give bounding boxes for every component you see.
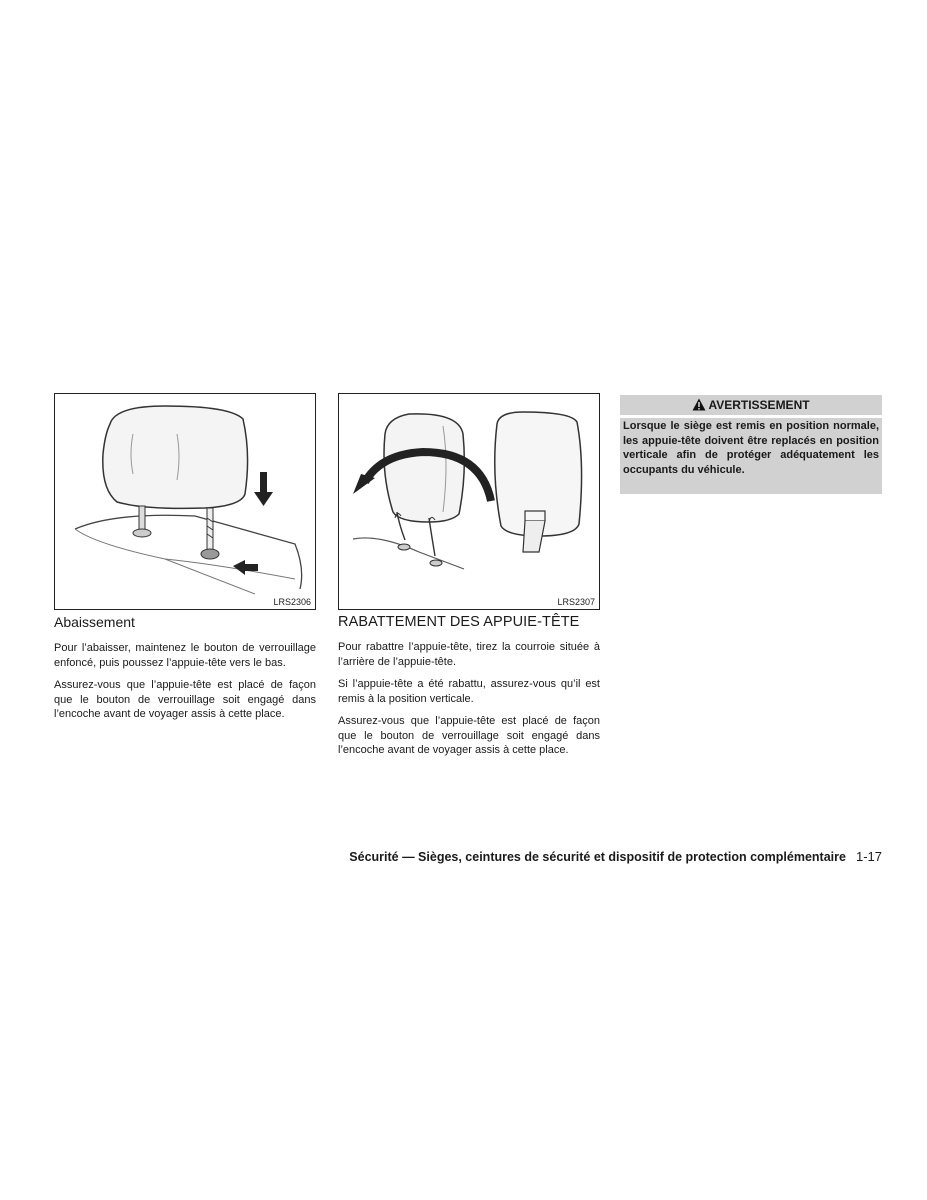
- warning-box: [620, 395, 882, 494]
- figure-lowering: [54, 393, 316, 610]
- middle-column: [338, 614, 600, 766]
- warning-title: AVERTISSEMENT: [708, 398, 810, 412]
- page-number: 1-17: [855, 849, 882, 864]
- paragraph: Pour rabattre l’appuie-tête, tirez la courroie située à l’arrière de l’appuie-tête.: [338, 641, 600, 668]
- left-column: [54, 614, 316, 730]
- figure-code: LRS2306: [273, 597, 311, 607]
- illustration-folding: [339, 394, 599, 609]
- warning-text: Lorsque le siège est remis en position normale, les appuie-tête doivent être replacés en position verticale afin de protéger adéquatement les occupants du véhicule.: [623, 420, 879, 476]
- warning-divider: [620, 415, 882, 418]
- section-heading-lowering: Abaissement: [54, 614, 135, 630]
- warning-triangle-icon: [692, 398, 706, 411]
- section-heading-folding: RABATTEMENT DES APPUIE-TÊTE: [338, 614, 580, 630]
- page-footer: [349, 849, 882, 864]
- paragraph: Assurez-vous que l’appuie-tête est placé de façon que le bouton de verrouillage soit engagé dans l’encoche avant de voyager assis à cette place.: [338, 715, 600, 756]
- figure-code: LRS2307: [557, 597, 595, 607]
- paragraph: Pour l’abaisser, maintenez le bouton de verrouillage enfoncé, puis poussez l’appuie-tête vers le bas.: [54, 642, 316, 669]
- footer-section-title: Sécurité — Sièges, ceintures de sécurité et dispositif de protection complémentaire: [349, 850, 846, 864]
- warning-title-row: [620, 395, 882, 414]
- paragraph: Assurez-vous que l’appuie-tête est placé de façon que le bouton de verrouillage soit engagé dans l’encoche avant de voyager assis à cette place.: [54, 679, 316, 720]
- paragraph: Si l’appuie-tête a été rabattu, assurez-vous qu’il est remis à la position verticale.: [338, 678, 600, 705]
- illustration-lowering: [55, 394, 315, 609]
- figure-folding: [338, 393, 600, 610]
